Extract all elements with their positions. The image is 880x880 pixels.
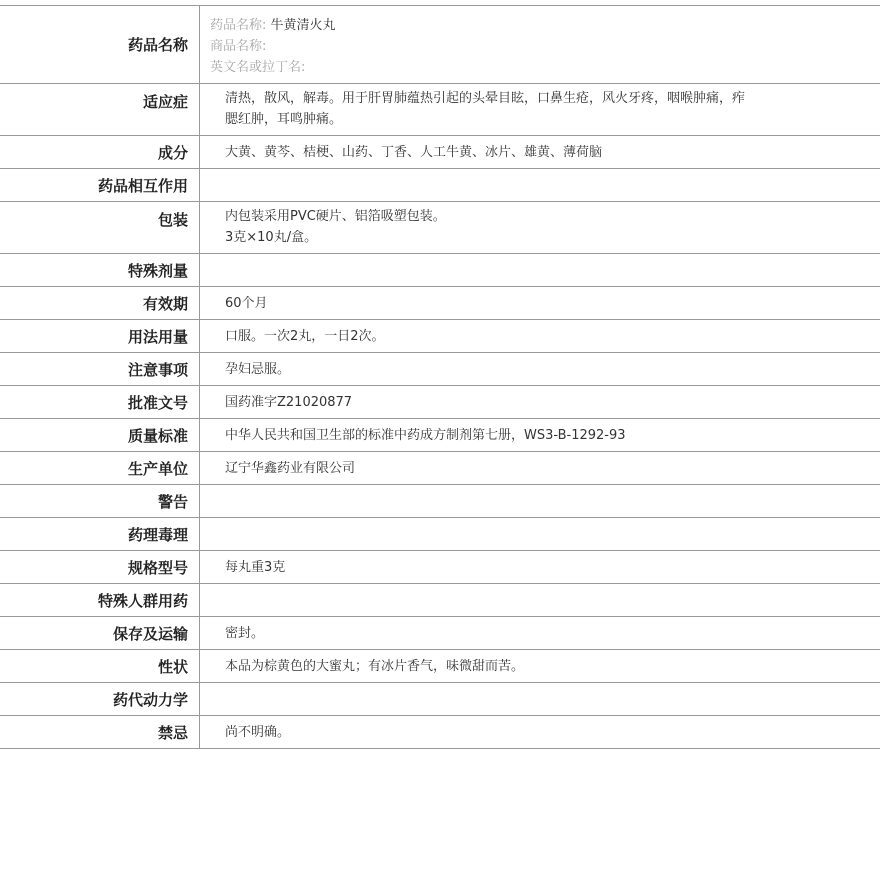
row-value [200,617,880,649]
row-value-line: 大黄、黄芩、桔梗、山药、丁香、人工牛黄、冰片、雄黄、薄荷脑 [225,144,603,160]
row-label: 批准文号 [0,386,200,418]
row-value [200,419,880,451]
trade-name-line [210,36,880,57]
row-label: 包装 [0,202,200,253]
table-row [0,353,880,386]
row-value-line: 国药准字Z21020877 [225,394,353,410]
table-row [0,386,880,419]
table-row [0,584,880,617]
row-value [200,683,880,715]
row-value-line: 内包装采用PVC硬片、铝箔吸塑包装。 [225,209,446,224]
table-row [0,617,880,650]
table-row [0,287,880,320]
row-value [200,485,880,517]
row-value-line: 中华人民共和国卫生部的标准中药成方制剂第七册，WS3-B-1292-93 [225,427,626,443]
row-label: 有效期 [0,287,200,319]
row-value [200,716,880,748]
row-value-line: 孕妇忌服。 [225,361,291,377]
table-row [0,650,880,683]
table-row [0,419,880,452]
row-label: 禁忌 [0,716,200,748]
row-label: 特殊人群用药 [0,584,200,616]
row-label: 生产单位 [0,452,200,484]
table-row [0,84,880,136]
table-row [0,518,880,551]
row-value [200,353,880,385]
table-row [0,452,880,485]
row-value [200,518,880,550]
drug-info-table [0,5,880,749]
row-value [200,320,880,352]
trade-name-prefix: 商品名称: [210,39,267,54]
row-label: 特殊剂量 [0,254,200,286]
row-label: 药品名称 [0,6,200,83]
english-name-prefix: 英文名或拉丁名: [210,60,306,75]
drug-name-value: 牛黄清火丸 [270,18,336,33]
row-drug-name [0,6,880,84]
row-value-line: 3克×10丸/盒。 [225,230,318,245]
row-label: 规格型号 [0,551,200,583]
table-row [0,169,880,202]
drug-name-prefix: 药品名称: [210,18,267,33]
row-label: 用法用量 [0,320,200,352]
row-value-line: 密封。 [225,625,265,641]
row-value-line: 辽宁华鑫药业有限公司 [225,460,356,476]
row-value [200,287,880,319]
row-label: 适应症 [0,84,200,135]
drug-name-line [210,15,880,36]
row-value [200,84,880,135]
info-rows [0,84,880,749]
english-name-line [210,57,880,78]
table-row [0,320,880,353]
row-value-line: 本品为棕黄色的大蜜丸；有冰片香气，味微甜而苦。 [225,658,525,674]
table-row [0,202,880,254]
row-value-line: 腮红肿，耳鸣肿痛。 [225,112,343,127]
row-value-line: 每丸重3克 [225,559,286,575]
row-label: 药理毒理 [0,518,200,550]
table-row [0,716,880,749]
row-value-line: 清热，散风，解毒。用于肝胃肺蕴热引起的头晕目眩，口鼻生疮，风火牙疼，咽喉肿痛，痄 [225,91,746,106]
row-value-line: 尚不明确。 [225,724,291,740]
row-value [200,386,880,418]
row-value [200,551,880,583]
row-value-line: 口服。一次2丸，一日2次。 [225,328,385,344]
table-row [0,683,880,716]
table-row [0,136,880,169]
row-label: 药代动力学 [0,683,200,715]
table-row [0,485,880,518]
table-row [0,551,880,584]
row-label: 成分 [0,136,200,168]
row-label: 药品相互作用 [0,169,200,201]
row-value [200,584,880,616]
row-value [200,452,880,484]
row-value [200,254,880,286]
row-label: 警告 [0,485,200,517]
drug-name-block [200,6,880,83]
row-value-line: 60个月 [225,295,268,311]
row-value [200,136,880,168]
row-value [200,202,880,253]
row-value [200,650,880,682]
table-row [0,254,880,287]
row-label: 保存及运输 [0,617,200,649]
row-label: 性状 [0,650,200,682]
row-label: 质量标准 [0,419,200,451]
row-label: 注意事项 [0,353,200,385]
row-value [200,169,880,201]
